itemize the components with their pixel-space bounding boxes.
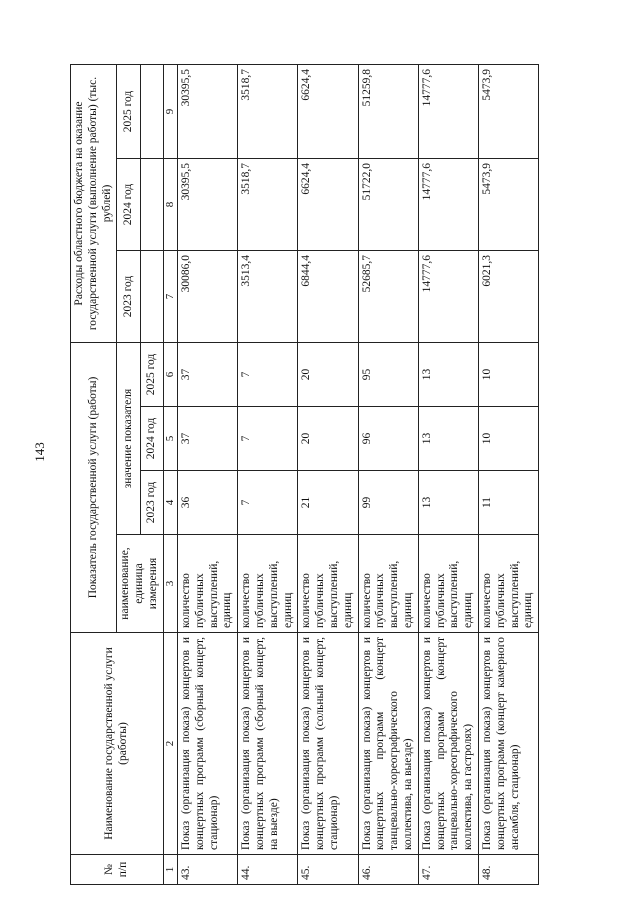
table-row <box>358 65 418 885</box>
value-2025: 7 <box>238 343 298 407</box>
budget-2023: 52685,7 <box>358 251 418 343</box>
budget-2023: 6021,3 <box>478 251 538 343</box>
header-value-2023: 2023 год <box>140 471 163 535</box>
unit-name: количество публичных выступлений, единиц <box>177 535 237 633</box>
value-2023: 21 <box>298 471 358 535</box>
header-value-group: значение показателя <box>117 343 140 535</box>
value-2025: 95 <box>358 343 418 407</box>
value-2025: 13 <box>418 343 478 407</box>
value-2024: 37 <box>177 407 237 471</box>
table-row <box>238 65 298 885</box>
value-2024: 7 <box>238 407 298 471</box>
budget-2023: 14777,6 <box>418 251 478 343</box>
budget-2023: 30086,0 <box>177 251 237 343</box>
value-2023: 36 <box>177 471 237 535</box>
budget-2025: 14777,6 <box>418 65 478 159</box>
value-2024: 96 <box>358 407 418 471</box>
service-name: Показ (организация показа) концертов и концертных программ (концерт танцевально-хореографического коллектива, на выезде) <box>358 633 418 855</box>
header-value-2024: 2024 год <box>140 407 163 471</box>
value-2025: 37 <box>177 343 237 407</box>
header-value-2025: 2025 год <box>140 343 163 407</box>
unit-name: количество публичных выступлений, единиц <box>358 535 418 633</box>
header-no: № п/п <box>71 855 164 885</box>
header-service-name: Наименование государственной услуги (работы) <box>71 633 164 855</box>
value-2025: 10 <box>478 343 538 407</box>
table-row <box>418 65 478 885</box>
value-2023: 7 <box>238 471 298 535</box>
header-budget-spacer <box>140 251 163 343</box>
row-number: 45. <box>298 855 358 885</box>
table-row <box>177 65 237 885</box>
header-unit: наименование, единица измерения <box>117 535 163 633</box>
column-number: 5 <box>163 407 177 471</box>
service-name: Показ (организация показа) концертов и концертных программ (концерт танцевально-хореографического коллектива, на гастролях) <box>418 633 478 855</box>
header-budget-group: Расходы областного бюджета на оказание государственной услуги (выполнение работы) (тыс. рублей) <box>71 65 117 343</box>
budget-2024: 30395,5 <box>177 159 237 251</box>
row-number: 44. <box>238 855 298 885</box>
service-name: Показ (организация показа) концертов и концертных программ (сборный концерт, стационар) <box>177 633 237 855</box>
table-row <box>478 65 538 885</box>
row-number: 46. <box>358 855 418 885</box>
column-number: 6 <box>163 343 177 407</box>
value-2023: 11 <box>478 471 538 535</box>
value-2023: 99 <box>358 471 418 535</box>
column-number: 3 <box>163 535 177 633</box>
column-number: 1 <box>163 855 177 885</box>
header-budget-2023: 2023 год <box>117 251 140 343</box>
row-number: 43. <box>177 855 237 885</box>
header-budget-2024: 2024 год <box>117 159 140 251</box>
header-budget-2025: 2025 год <box>117 65 140 159</box>
value-2023: 13 <box>418 471 478 535</box>
value-2024: 13 <box>418 407 478 471</box>
budget-2024: 3518,7 <box>238 159 298 251</box>
value-2024: 20 <box>298 407 358 471</box>
table-row <box>298 65 358 885</box>
column-number: 8 <box>163 159 177 251</box>
budget-2023: 6844,4 <box>298 251 358 343</box>
budget-2024: 6624,4 <box>298 159 358 251</box>
column-number: 2 <box>163 633 177 855</box>
service-name: Показ (организация показа) концертов и концертных программ (сольный концерт, стационар) <box>298 633 358 855</box>
value-2025: 20 <box>298 343 358 407</box>
unit-name: количество публичных выступлений, единиц <box>418 535 478 633</box>
unit-name: количество публичных выступлений, единиц <box>238 535 298 633</box>
column-number: 7 <box>163 251 177 343</box>
row-number: 48. <box>478 855 538 885</box>
budget-2024: 51722,0 <box>358 159 418 251</box>
column-number: 9 <box>163 65 177 159</box>
value-2024: 10 <box>478 407 538 471</box>
column-number: 4 <box>163 471 177 535</box>
rotated-page <box>70 65 570 885</box>
budget-2023: 3513,4 <box>238 251 298 343</box>
service-name: Показ (организация показа) концертов и концертных программ (концерт камерного ансамбля, стационар) <box>478 633 538 855</box>
header-indicator-group: Показатель государственной услуги (работы) <box>71 343 117 633</box>
header-budget-spacer <box>140 65 163 159</box>
budget-2024: 5473,9 <box>478 159 538 251</box>
budget-2025: 51259,8 <box>358 65 418 159</box>
row-number: 47. <box>418 855 478 885</box>
page-number: 143 <box>32 442 47 462</box>
budget-2025: 30395,5 <box>177 65 237 159</box>
unit-name: количество публичных выступлений, единиц <box>298 535 358 633</box>
budget-2024: 14777,6 <box>418 159 478 251</box>
budget-2025: 6624,4 <box>298 65 358 159</box>
header-budget-spacer <box>140 159 163 251</box>
services-table <box>70 64 539 885</box>
service-name: Показ (организация показа) концертов и концертных программ (сборный концерт, на выезде) <box>238 633 298 855</box>
budget-2025: 5473,9 <box>478 65 538 159</box>
unit-name: количество публичных выступлений, единиц <box>478 535 538 633</box>
budget-2025: 3518,7 <box>238 65 298 159</box>
